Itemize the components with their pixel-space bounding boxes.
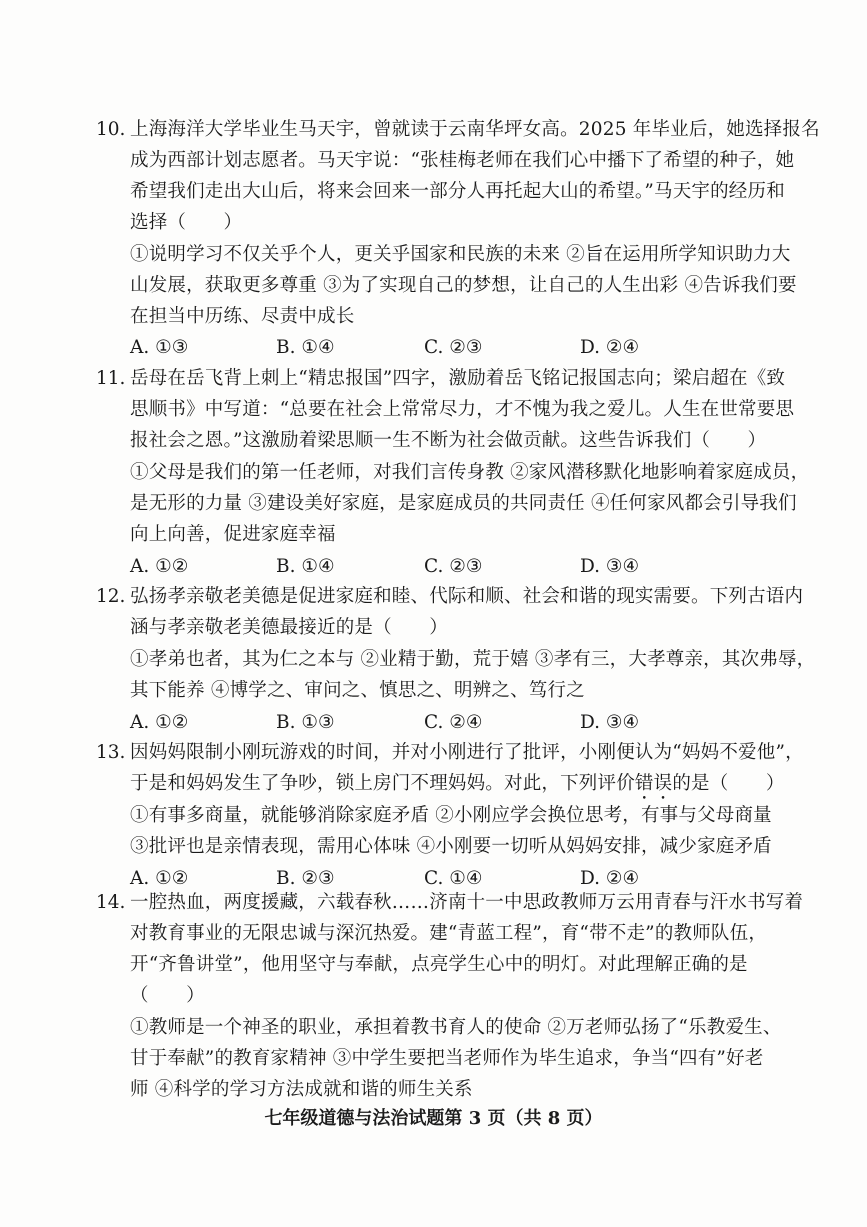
statement-line: 山发展，获取更多尊重 ③为了实现自己的梦想，让自己的人生出彩 ④告诉我们要 (130, 275, 797, 296)
option-b: B. ①④ (276, 556, 335, 577)
question-stem-line: 思顺书》中写道：“总要在社会上常常尽力，才不愧为我之爱儿。人生在世常要思 (130, 399, 795, 420)
statement-line: ①有事多商量，就能够消除家庭矛盾 ②小刚应学会换位思考，有事与父母商量 (130, 805, 772, 826)
stem-text: 的是（ ） (672, 773, 785, 794)
statement-line: ①说明学习不仅关乎个人，更关乎国家和民族的未来 ②旨在运用所学知识助力大 (130, 244, 791, 265)
answer-options (130, 710, 770, 736)
statement-line: 在担当中历练、尽责中成长 (130, 306, 355, 327)
statement-line: ①教师是一个神圣的职业，承担着教书育人的使命 ②万老师弘扬了“乐教爱生、 (130, 1017, 782, 1038)
statement-line: 师 ④科学的学习方法成就和谐的师生关系 (130, 1079, 473, 1100)
question-stem-line: 岳母在岳飞背上刺上“精忠报国”四字，激励着岳飞铭记报国志向；梁启超在《致 (130, 368, 786, 389)
question-stem-line: 希望我们走出大山后，将来会回来一部分人再托起大山的希望。”马天宇的经历和 (130, 181, 785, 202)
question-number: 12. (96, 586, 126, 607)
option-c: C. ②③ (424, 337, 483, 358)
statement-line: 是无形的力量 ③建设美好家庭，是家庭成员的共同责任 ④任何家风都会引导我们 (130, 493, 797, 514)
question-stem-line: 选择（ ） (130, 212, 243, 233)
option-a: A. ①② (130, 868, 189, 889)
statement-line: ①父母是我们的第一任老师，对我们言传身教 ②家风潜移默化地影响着家庭成员， (130, 462, 810, 483)
statement-line: 向上向善，促进家庭幸福 (130, 524, 336, 545)
question-number: 11. (96, 368, 126, 389)
statement-line: 甘于奉献”的教育家精神 ③中学生要把当老师作为毕生追求，争当“四有”好老 (130, 1048, 764, 1069)
stem-text: 于是和妈妈发生了争吵，锁上房门不理妈妈。对此，下列评价 (130, 773, 635, 794)
question-number: 14. (96, 892, 126, 913)
option-b: B. ②③ (276, 868, 335, 889)
answer-options (130, 335, 770, 361)
option-d: D. ②④ (580, 337, 640, 358)
emphasized-word: 错误 (634, 773, 673, 794)
page-footer: 七年级道德与法治试题第 3 页（共 8 页） (264, 1108, 603, 1129)
option-d: D. ②④ (580, 868, 640, 889)
question-stem-line: 一腔热血，两度援藏，六载春秋……济南十一中思政教师万云用青春与汗水书写着 (130, 892, 804, 913)
question-stem-line: 因妈妈限制小刚玩游戏的时间，并对小刚进行了批评，小刚便认为“妈妈不爱他”， (130, 742, 804, 763)
question-stem-line: 弘扬孝亲敬老美德是促进家庭和睦、代际和顺、社会和谐的现实需要。下列古语内 (130, 586, 804, 607)
question-stem-line: 报社会之恩。”这激励着梁思顺一生不断为社会做贡献。这些告诉我们（ ） (130, 430, 767, 451)
question-stem-line (130, 771, 785, 804)
statement-line: ③批评也是亲情表现，需用心体味 ④小刚要一切听从妈妈安排，减少家庭矛盾 (130, 836, 772, 857)
answer-options (130, 554, 770, 580)
option-c: C. ②④ (424, 712, 483, 733)
question-stem-line: 上海海洋大学毕业生马天宇，曾就读于云南华坪女高。2025 年毕业后，她选择报名 (130, 119, 820, 140)
answer-options (130, 866, 770, 892)
question-number: 10. (96, 119, 126, 140)
option-d: D. ③④ (580, 556, 640, 577)
question-stem-line: 涵与孝亲敬老美德最接近的是（ ） (130, 617, 448, 638)
question-number: 13. (96, 742, 126, 763)
option-b: B. ①③ (276, 712, 335, 733)
question-stem-line: （ ） (130, 985, 205, 1006)
question-stem-line: 开“齐鲁讲堂”，他用坚守与奉献，点亮学生心中的明灯。对此理解正确的是 (130, 954, 748, 975)
option-a: A. ①② (130, 556, 189, 577)
option-a: A. ①② (130, 712, 189, 733)
option-d: D. ③④ (580, 712, 640, 733)
statement-line: ①孝弟也者，其为仁之本与 ②业精于勤，荒于嬉 ③孝有三，大孝尊亲，其次弗辱， (130, 649, 816, 670)
statement-line: 其下能养 ④博学之、审问之、慎思之、明辨之、笃行之 (130, 680, 585, 701)
question-stem-line: 对教育事业的无限忠诚与深沉热爱。建“青蓝工程”，育“带不走”的教师队伍， (130, 923, 768, 944)
question-stem-line: 成为西部计划志愿者。马天宇说：“张桂梅老师在我们心中播下了希望的种子，她 (130, 150, 795, 171)
option-c: C. ②③ (424, 556, 483, 577)
option-b: B. ①④ (276, 337, 335, 358)
option-a: A. ①③ (130, 337, 189, 358)
option-c: C. ①④ (424, 868, 483, 889)
